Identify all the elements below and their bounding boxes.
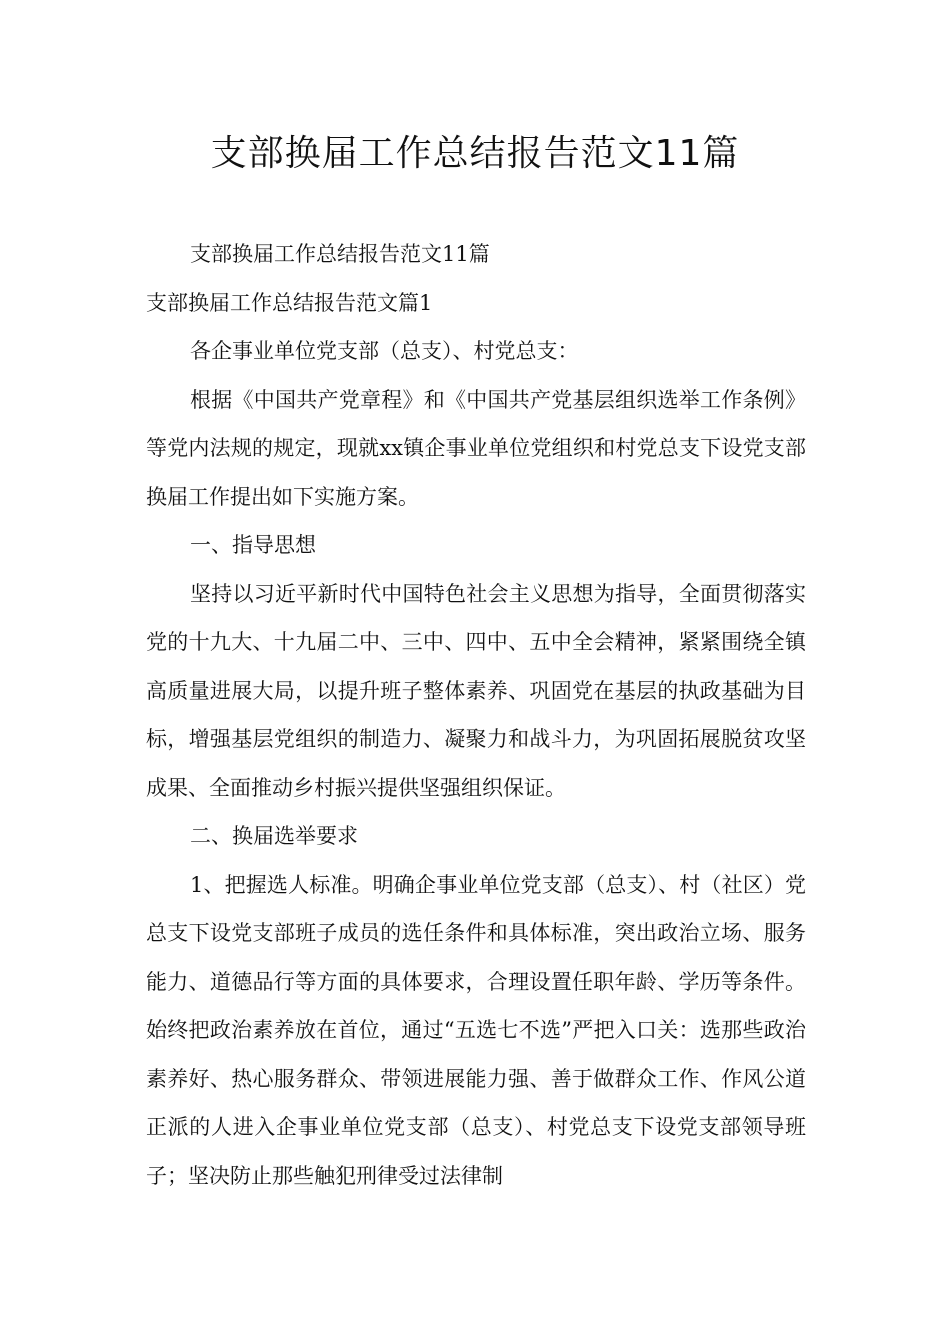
paragraph-subtitle: 支部换届工作总结报告范文11篇 — [190, 242, 490, 266]
paragraph-section-heading: 支部换届工作总结报告范文篇1 — [146, 290, 433, 315]
heading-guiding-ideology: 一、指导思想 — [190, 533, 316, 557]
paragraph-salutation: 各企事业单位党支部（总支）、村党总支： — [190, 339, 579, 363]
paragraph-selection-standards: 1、把握选人标准。明确企事业单位党支部（总支）、村（社区）党总支下设党支部班子成员的选任条件和具体标准，突出政治立场、服务能力、道德品行等方面的具体要求，合理设置任职年龄、学历等条件。始终把政治素养放在首位，通过“五选七不选”严把入口关：选那些政治素养好、热心服务群众、带领进展能力强、善于做群众工作、作风公道正派的人进入企事业单位党支部（总支）、村党总支下设党支部领导班子；坚决防止那些触犯刑律受过法律制 — [146, 872, 806, 1188]
heading-election-requirements: 二、换届选举要求 — [190, 824, 358, 848]
document-title: 支部换届工作总结报告范文11篇 — [210, 133, 740, 174]
paragraph-intro: 根据《中国共产党章程》和《中国共产党基层组织选举工作条例》等党内法规的规定，现就xx镇企事业单位党组织和村党总支下设党支部换届工作提出如下实施方案。 — [146, 387, 806, 509]
document-body — [146, 230, 806, 1200]
paragraph-guiding-ideology: 坚持以习近平新时代中国特色社会主义思想为指导，全面贯彻落实党的十九大、十九届二中、三中、四中、五中全会精神，紧紧围绕全镇高质量进展大局，以提升班子整体素养、巩固党在基层的执政基础为目标，增强基层党组织的制造力、凝聚力和战斗力，为巩固拓展脱贫攻坚成果、全面推动乡村振兴提供坚强组织保证。 — [146, 581, 806, 800]
